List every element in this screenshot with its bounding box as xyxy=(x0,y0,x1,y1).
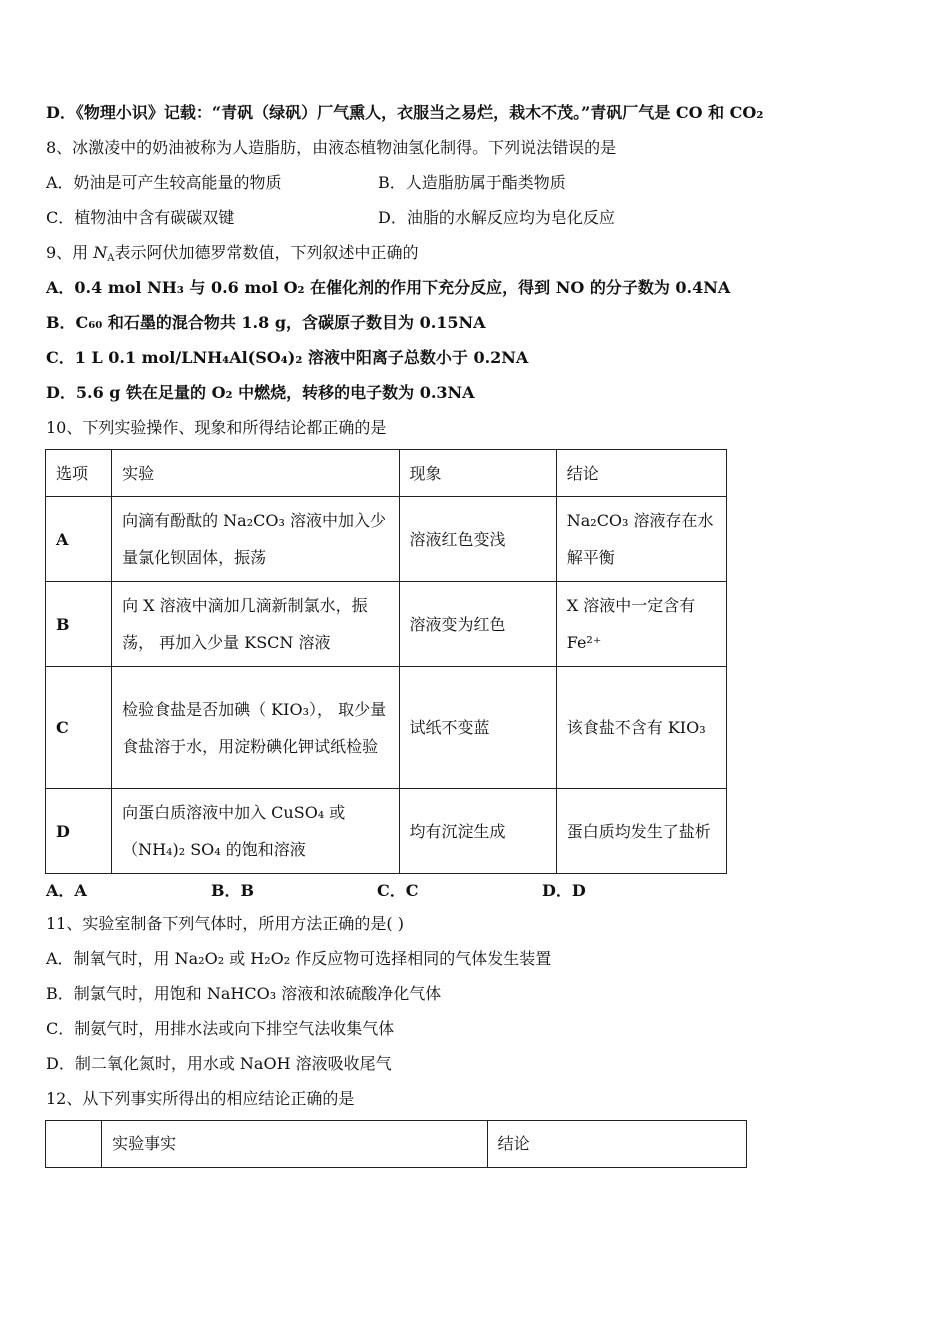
q11-option-b: B．制氯气时，用饱和 NaHCO₃ 溶液和浓硫酸净化气体 xyxy=(46,984,442,1003)
q8-options-row2 xyxy=(46,208,615,228)
q10-row-c-phenomenon: 试纸不变蓝 xyxy=(399,667,556,789)
q11-option-d: D．制二氧化氮时，用水或 NaOH 溶液吸收尾气 xyxy=(46,1054,392,1073)
table-row xyxy=(46,789,727,874)
q11-stem: 11、实验室制备下列气体时，所用方法正确的是( ) xyxy=(46,914,404,933)
q10-answer-options xyxy=(46,878,746,898)
q12-table xyxy=(45,1120,747,1168)
q10-row-a-phenomenon: 溶液红色变浅 xyxy=(399,497,556,582)
q8-option-a: A．奶油是可产生较高能量的物质 xyxy=(46,173,282,192)
q9-stem xyxy=(46,243,419,269)
q8-stem: 8、冰激凌中的奶油被称为人造脂肪，由液态植物油氢化制得。下列说法错误的是 xyxy=(46,138,617,157)
q10-answer-b: B．B xyxy=(211,881,255,900)
table-row xyxy=(46,667,727,789)
q10-row-a-option: A xyxy=(46,497,112,582)
q10-header-conclusion: 结论 xyxy=(556,450,726,497)
q8-option-c: C．植物油中含有碳碳双键 xyxy=(46,208,235,227)
q9-option-c: C．1 L 0.1 mol/LNH₄Al(SO₄)₂ 溶液中阳离子总数小于 0.2NA xyxy=(46,348,529,367)
q10-header-option: 选项 xyxy=(46,450,112,497)
q10-row-d-option: D xyxy=(46,789,112,874)
q12-header-conclusion: 结论 xyxy=(487,1121,746,1168)
q10-header-phenomenon: 现象 xyxy=(399,450,556,497)
q10-answer-a: A．A xyxy=(46,881,87,900)
q9-stem-pre: 9、用 xyxy=(46,243,94,262)
q10-stem: 10、下列实验操作、现象和所得结论都正确的是 xyxy=(46,418,387,437)
q9-option-a: A．0.4 mol NH₃ 与 0.6 mol O₂ 在催化剂的作用下充分反应，得到 NO 的分子数为 0.4NA xyxy=(46,278,731,297)
q9-stem-na: N xyxy=(93,243,108,262)
q11-option-a: A．制氧气时，用 Na₂O₂ 或 H₂O₂ 作反应物可选择相同的气体发生装置 xyxy=(46,949,552,968)
q10-row-c-experiment: 检验食盐是否加碘（ KIO₃）， 取少量食盐溶于水，用淀粉碘化钾试纸检验 xyxy=(112,667,399,789)
q10-row-a-experiment: 向滴有酚酞的 Na₂CO₃ 溶液中加入少量氯化钡固体，振荡 xyxy=(112,497,399,582)
q8-option-b: B．人造脂肪属于酯类物质 xyxy=(378,173,566,192)
table-row xyxy=(46,497,727,582)
q11-option-c: C．制氨气时，用排水法或向下排空气法收集气体 xyxy=(46,1019,395,1038)
q10-table xyxy=(45,449,727,874)
q12-header-row xyxy=(46,1121,747,1168)
q10-header-row xyxy=(46,450,727,497)
q12-stem: 12、从下列事实所得出的相应结论正确的是 xyxy=(46,1089,355,1108)
q10-row-b-phenomenon: 溶液变为红色 xyxy=(399,582,556,667)
q8-option-d: D．油脂的水解反应均为皂化反应 xyxy=(378,208,615,227)
q10-answer-c: C．C xyxy=(377,881,419,900)
q10-row-b-experiment: 向 X 溶液中滴加几滴新制氯水，振荡， 再加入少量 KSCN 溶液 xyxy=(112,582,399,667)
q10-row-b-conclusion: X 溶液中一定含有 Fe²⁺ xyxy=(556,582,726,667)
q10-row-c-conclusion: 该食盐不含有 KIO₃ xyxy=(556,667,726,789)
q10-header-experiment: 实验 xyxy=(112,450,399,497)
q9-option-d: D．5.6 g 铁在足量的 O₂ 中燃烧，转移的电子数为 0.3NA xyxy=(46,383,475,402)
q12-header-blank xyxy=(46,1121,102,1168)
q9-stem-post: 表示阿伏加德罗常数值，下列叙述中正确的 xyxy=(114,243,419,262)
q10-row-d-conclusion: 蛋白质均发生了盐析 xyxy=(556,789,726,874)
q10-row-b-option: B xyxy=(46,582,112,667)
q10-answer-d: D．D xyxy=(542,881,586,900)
q7-option-d: D．《物理小识》记载：“青矾（绿矾）厂气熏人，衣服当之易烂，栽木不茂。”青矾厂气是 CO 和 CO₂ xyxy=(46,103,764,122)
q8-options-row1 xyxy=(46,173,566,193)
q10-row-c-option: C xyxy=(46,667,112,789)
q10-row-d-experiment: 向蛋白质溶液中加入 CuSO₄ 或（NH₄)₂ SO₄ 的饱和溶液 xyxy=(112,789,399,874)
q10-row-a-conclusion: Na₂CO₃ 溶液存在水解平衡 xyxy=(556,497,726,582)
q9-stem-sub: A xyxy=(107,253,115,264)
q12-header-fact: 实验事实 xyxy=(102,1121,488,1168)
q10-row-d-phenomenon: 均有沉淀生成 xyxy=(399,789,556,874)
q9-option-b: B．C₆₀ 和石墨的混合物共 1.8 g，含碳原子数目为 0.15NA xyxy=(46,313,486,332)
table-row xyxy=(46,582,727,667)
